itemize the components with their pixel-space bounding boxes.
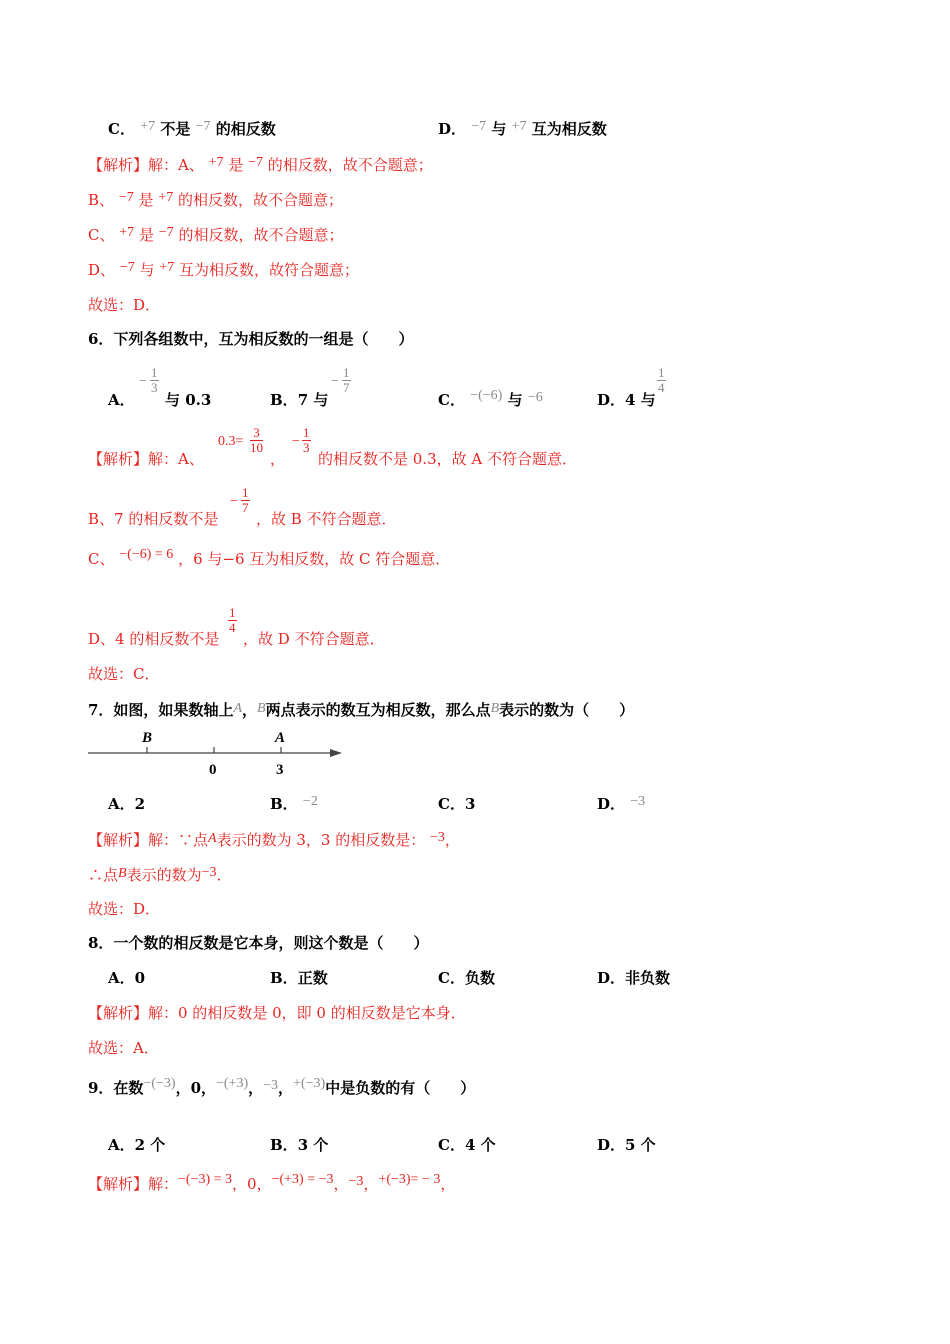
math-term: +7 xyxy=(159,260,175,275)
stem-text: 两点表示的数互为相反数，那么点 xyxy=(265,701,491,719)
q6-option-b-fraction xyxy=(342,366,351,395)
numerator: 1 xyxy=(229,605,236,620)
numerator: 1 xyxy=(343,365,350,380)
math-term: +7 xyxy=(119,225,135,240)
minus-sign: − xyxy=(331,374,339,389)
option-letter: B． xyxy=(270,391,298,409)
stem-text: 表示的数为（ ） xyxy=(499,701,635,719)
solution-text: 是 xyxy=(228,156,244,174)
q8-option-a xyxy=(108,968,145,988)
option-text: 4 与 xyxy=(625,391,656,409)
numerator: 1 xyxy=(151,365,158,380)
solution-prefix: B、 xyxy=(88,191,115,209)
q7-answer: 故选：D． xyxy=(88,900,161,918)
solution-text: 与 xyxy=(139,261,155,279)
numerator: 1 xyxy=(242,485,249,500)
q7-solution-line-1 xyxy=(88,830,460,852)
q5-solution-line-4 xyxy=(88,260,359,282)
q5-option-c xyxy=(108,119,276,141)
q6-option-a-letter: A． xyxy=(108,391,135,409)
option-text: 正数 xyxy=(297,969,328,987)
option-letter: B． xyxy=(270,1136,298,1154)
math-term: −(−6) xyxy=(470,388,503,403)
option-letter: C． xyxy=(438,969,465,987)
solution-text: 表示的数为 xyxy=(126,866,202,884)
option-text: 的相反数 xyxy=(215,120,276,138)
math-term: +7 xyxy=(158,190,174,205)
solution-text: 互为相反数，故符合题意； xyxy=(178,261,359,279)
q6-solution-line-3 xyxy=(88,549,450,571)
stem-text: ，0， xyxy=(175,1079,216,1097)
axis-label-b: B xyxy=(142,730,153,746)
q6-stem: 6．下列各组数中，互为相反数的一组是（ ） xyxy=(88,330,414,348)
q7-solution-line-2 xyxy=(88,865,232,887)
q6-solution-fraction-4 xyxy=(228,606,237,635)
stem-text: ， xyxy=(248,1079,264,1097)
q9-option-b xyxy=(270,1135,328,1155)
denominator: 7 xyxy=(242,500,249,515)
q9-stem xyxy=(88,1078,475,1100)
q6-solution-line-2-prefix: B、7 的相反数不是 xyxy=(88,510,219,528)
solution-text: ， xyxy=(333,1175,349,1193)
number-line-figure xyxy=(84,726,348,782)
option-text: 2 xyxy=(134,795,146,813)
comma: ， xyxy=(270,450,286,468)
math-term: +(−3) xyxy=(293,1076,326,1091)
option-text: 非负数 xyxy=(625,969,671,987)
q6-option-a-fraction xyxy=(150,366,159,395)
denominator: 3 xyxy=(151,380,158,395)
math-term: −3 xyxy=(263,1078,279,1093)
option-letter: B． xyxy=(270,969,298,987)
axis-label-a: A xyxy=(275,730,286,746)
solution-prefix: 【解析】解： xyxy=(88,1175,179,1193)
math-term: −(+3) xyxy=(216,1076,249,1091)
solution-prefix: 【解析】解：A、 xyxy=(88,156,204,174)
math-term: −7 xyxy=(471,119,487,134)
option-letter: A． xyxy=(108,969,135,987)
numerator: 1 xyxy=(303,425,310,440)
option-letter: A． xyxy=(108,795,135,813)
math-term: −7 xyxy=(118,190,134,205)
q6-solution-fraction-1 xyxy=(250,426,263,455)
option-letter: C． xyxy=(438,391,465,409)
numerator: 3 xyxy=(250,426,263,441)
denominator: 7 xyxy=(343,380,350,395)
math-term: +(−3)= − 3 xyxy=(378,1172,441,1187)
q5-solution-line-1 xyxy=(88,155,433,177)
option-text: 互为相反数 xyxy=(531,120,607,138)
math-term: −7 xyxy=(248,155,264,170)
point-label: B xyxy=(490,701,500,716)
option-text: 不是 xyxy=(160,120,191,138)
q8-answer: 故选：A． xyxy=(88,1039,159,1057)
solution-prefix: C、 xyxy=(88,550,115,568)
q6-solution-fraction-2 xyxy=(302,426,311,455)
q7-option-a xyxy=(108,794,145,814)
solution-text: ， xyxy=(440,1175,456,1193)
option-letter: B． xyxy=(270,795,298,813)
q9-solution-line-1 xyxy=(88,1174,455,1196)
q9-option-a xyxy=(108,1135,165,1155)
option-letter: D． xyxy=(597,1136,626,1154)
option-text: 与 xyxy=(491,120,507,138)
math-term: −2 xyxy=(302,794,318,809)
option-text: 负数 xyxy=(464,969,495,987)
denominator: 4 xyxy=(229,620,236,635)
solution-text: 是 xyxy=(138,226,154,244)
q6-solution-line-1-text: 的相反数不是 0.3，故 A 不符合题意． xyxy=(318,450,577,468)
q5-answer: 故选：D． xyxy=(88,296,161,314)
math-term: +7 xyxy=(511,119,527,134)
solution-text: ， xyxy=(363,1175,379,1193)
stem-text: ， xyxy=(242,701,258,719)
q6-answer: 故选：C． xyxy=(88,665,160,683)
q7-stem xyxy=(88,700,634,722)
q5-solution-line-2 xyxy=(88,190,343,212)
option-text: 0 xyxy=(134,969,146,987)
q6-solution-fraction-3 xyxy=(241,486,250,515)
denominator: 10 xyxy=(250,440,263,455)
math-term: −(−3) xyxy=(143,1076,176,1091)
option-text: 5 个 xyxy=(625,1136,656,1154)
option-letter: A． xyxy=(108,1136,135,1154)
q6-option-b xyxy=(270,390,328,410)
q5-solution-line-3 xyxy=(88,225,343,247)
option-text: 4 个 xyxy=(464,1136,496,1154)
minus-sign: − xyxy=(230,494,238,509)
q6-solution-line-4-prefix: D、4 的相反数不是 xyxy=(88,630,220,648)
minus-sign: − xyxy=(292,434,300,449)
math-term: −6 xyxy=(527,390,543,405)
option-letter: C． xyxy=(108,120,135,138)
math-term: −3 xyxy=(630,794,646,809)
point-label: B xyxy=(257,701,266,716)
option-letter: D． xyxy=(438,120,467,138)
stem-text: 中是负数的有（ ） xyxy=(325,1079,476,1097)
q7-option-d xyxy=(597,794,645,816)
option-letter: C． xyxy=(438,795,465,813)
option-text: 7 与 xyxy=(297,391,329,409)
point-label: A xyxy=(233,701,243,716)
option-letter: D． xyxy=(597,391,626,409)
q7-option-b xyxy=(270,794,318,816)
stem-text: 7．如图，如果数轴上 xyxy=(88,701,234,719)
math-term: −7 xyxy=(158,225,174,240)
solution-text: 的相反数，故不合题意； xyxy=(267,156,433,174)
q8-option-d xyxy=(597,968,670,988)
math-term: 0.3= xyxy=(218,434,244,449)
option-letter: C． xyxy=(438,1136,465,1154)
math-term: −(+3) = −3 xyxy=(271,1172,334,1187)
stem-text: 9．在数 xyxy=(88,1079,144,1097)
math-term: −(−3) = 3 xyxy=(178,1172,233,1187)
option-text: 2 个 xyxy=(134,1136,166,1154)
option-letter: D． xyxy=(597,969,626,987)
axis-label-three: 3 xyxy=(276,762,284,778)
q8-stem: 8．一个数的相反数是它本身，则这个数是（ ） xyxy=(88,934,429,952)
solution-text: 的相反数，故不合题意； xyxy=(178,226,344,244)
option-letter: D． xyxy=(597,795,626,813)
option-text: 与 xyxy=(507,391,523,409)
math-term: −3 xyxy=(429,830,445,845)
q6-solution-line-2-text: ，故 B 不符合题意． xyxy=(256,510,397,528)
q6-solution-line-1-prefix: 【解析】解：A、 xyxy=(88,450,204,468)
q6-option-d xyxy=(597,390,656,410)
math-term: −(−6) = 6 xyxy=(119,547,174,562)
q6-option-c xyxy=(438,390,543,412)
option-text: 3 xyxy=(464,795,476,813)
q6-option-d-fraction xyxy=(657,366,666,395)
solution-prefix: D、 xyxy=(88,261,116,279)
math-term: −3 xyxy=(348,1174,364,1189)
denominator: 3 xyxy=(303,440,310,455)
solution-text: ，6 与−6 互为相反数，故 C 符合题意． xyxy=(178,550,451,568)
solution-prefix: ∴点 xyxy=(88,866,119,884)
solution-text: ， xyxy=(444,831,460,849)
numerator: 1 xyxy=(658,365,665,380)
option-text: 3 个 xyxy=(297,1136,329,1154)
math-term: −3 xyxy=(201,865,217,880)
q8-option-b xyxy=(270,968,328,988)
q9-option-d xyxy=(597,1135,656,1155)
solution-text: ，0， xyxy=(232,1175,272,1193)
solution-text: 表示的数为 3，3 的相反数是： xyxy=(216,831,426,849)
point-label: B xyxy=(118,866,127,881)
denominator: 4 xyxy=(658,380,665,395)
q6-solution-line-4-text: ，故 D 不符合题意． xyxy=(243,630,385,648)
q8-solution-line-1: 【解析】解：0 的相反数是 0，即 0 的相反数是它本身． xyxy=(88,1004,466,1022)
minus-sign: − xyxy=(139,374,147,389)
q5-option-d xyxy=(438,119,607,141)
solution-text: 是 xyxy=(138,191,154,209)
solution-text: ． xyxy=(216,866,232,884)
math-term: +7 xyxy=(208,155,224,170)
stem-text: ， xyxy=(278,1079,294,1097)
q8-option-c xyxy=(438,968,495,988)
math-term: −7 xyxy=(119,260,135,275)
axis-arrow xyxy=(330,749,342,757)
q9-option-c xyxy=(438,1135,496,1155)
q6-option-a-text: 与 0.3 xyxy=(165,391,212,409)
solution-prefix: C、 xyxy=(88,226,115,244)
math-term: +7 xyxy=(140,119,156,134)
q7-option-c xyxy=(438,794,475,814)
point-label: A xyxy=(208,831,217,846)
solution-text: 的相反数，故不合题意； xyxy=(177,191,343,209)
axis-label-zero: 0 xyxy=(209,762,217,778)
math-term: −7 xyxy=(195,119,211,134)
solution-prefix: 【解析】解：∵点 xyxy=(88,831,209,849)
